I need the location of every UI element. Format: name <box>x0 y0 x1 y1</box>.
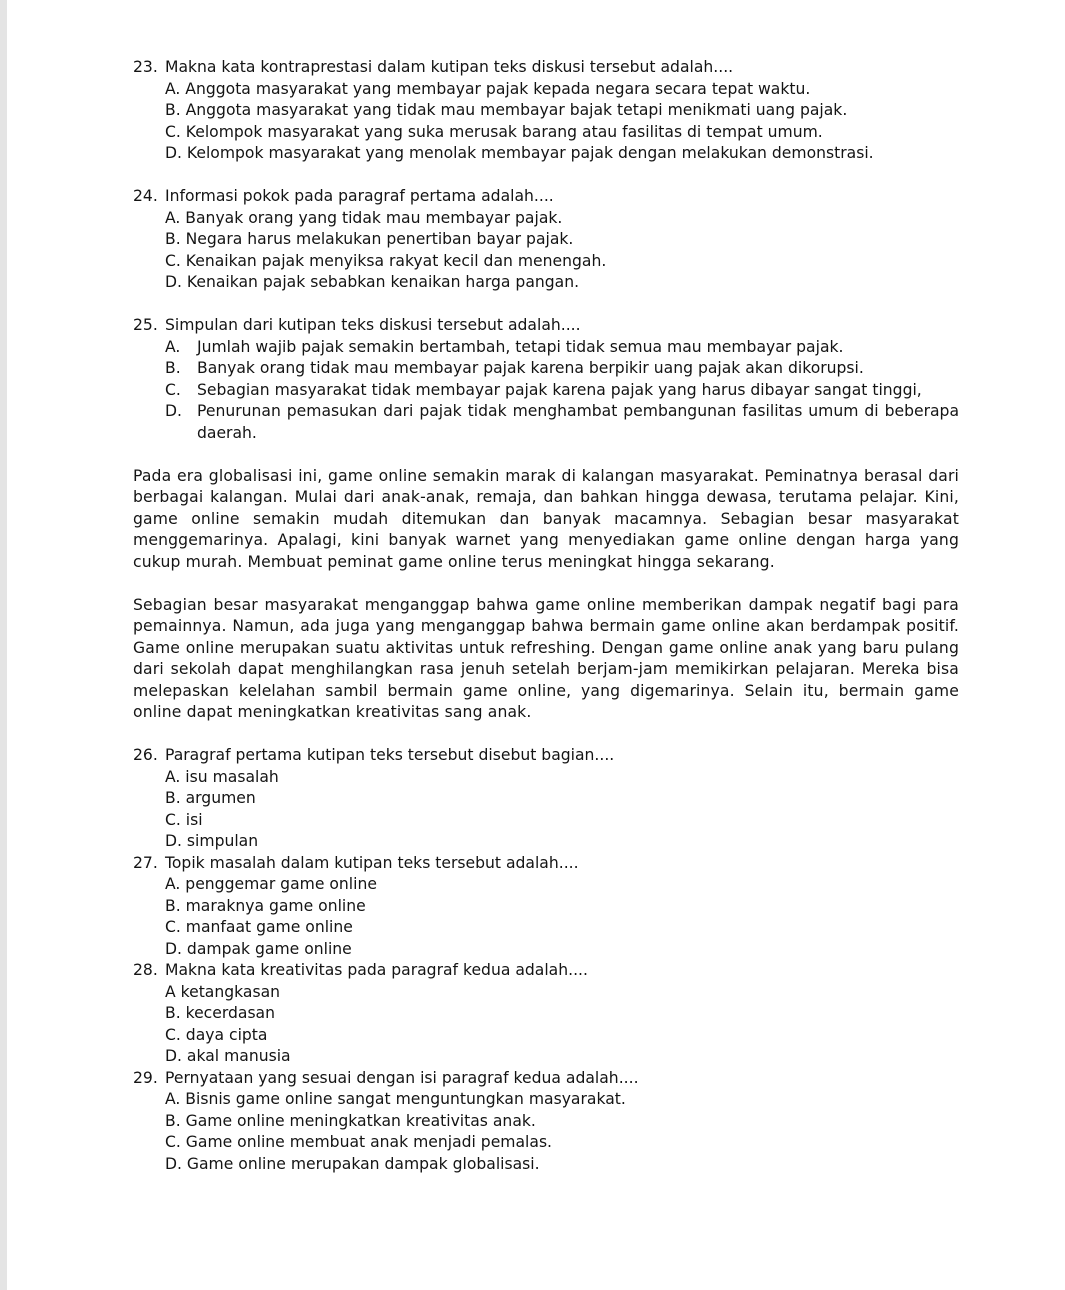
answer-option-b: B. Negara harus melakukan penertiban bayar pajak. <box>165 230 574 248</box>
answer-option-b: B. Anggota masyarakat yang tidak mau membayar bajak tetapi menikmati uang pajak. <box>165 101 848 119</box>
answer-options <box>165 1089 959 1175</box>
question-29 <box>133 1068 959 1176</box>
option-letter: D. <box>165 402 182 420</box>
question-number: 24. <box>133 187 158 205</box>
passage-paragraph-1: Pada era globalisasi ini, game online semakin marak di kalangan masyarakat. Peminatnya berasal dari berbagai kalangan. Mulai dari anak-anak, remaja, dan bahkan hingga dewasa, terutama pelajar. Kini, game online semakin mudah ditemukan dan banyak macamnya. Sebagian besar masyarakat menggemarinya. Apalagi, kini banyak warnet yang menyediakan game online dengan harga yang cukup murah. Membuat peminat game online terus meningkat hingga sekarang. <box>133 466 959 571</box>
answer-option-a <box>165 337 959 359</box>
question-number: 27. <box>133 853 158 872</box>
question-26 <box>133 745 959 853</box>
answer-option-b: B. kecerdasan <box>165 1004 276 1022</box>
answer-option-d: D. Game online merupakan dampak globalisasi. <box>165 1154 540 1173</box>
answer-option-d <box>165 401 959 444</box>
option-letter: B. <box>165 359 181 377</box>
question-text: Pernyataan yang sesuai dengan isi paragraf kedua adalah.... <box>165 1068 639 1087</box>
page-left-margin-shade <box>0 0 7 1290</box>
question-text: Makna kata kontraprestasi dalam kutipan teks diskusi tersebut adalah.... <box>165 58 734 76</box>
answer-option-c: C. daya cipta <box>165 1025 268 1044</box>
question-text: Topik masalah dalam kutipan teks tersebut adalah.... <box>165 853 579 872</box>
worksheet-page <box>133 57 959 1175</box>
option-text: Penurunan pemasukan dari pajak tidak menghambat pembangunan fasilitas umum di beberapa daerah. <box>197 402 959 442</box>
answer-option-b <box>165 358 959 380</box>
answer-option-d: D. akal manusia <box>165 1047 291 1065</box>
option-letter: A. <box>165 337 181 356</box>
answer-options <box>165 874 959 960</box>
answer-option-d: D. Kenaikan pajak sebabkan kenaikan harga pangan. <box>165 273 580 291</box>
answer-option-d: D. simpulan <box>165 832 259 850</box>
option-text: Sebagian masyarakat tidak membayar pajak karena pajak yang harus dibayar sangat tinggi, <box>197 380 922 399</box>
answer-option-c: C. Kenaikan pajak menyiksa rakyat kecil dan menengah. <box>165 251 607 270</box>
answer-options <box>165 208 959 294</box>
answer-option-a: A. penggemar game online <box>165 875 377 893</box>
answer-option-c: C. isi <box>165 810 203 829</box>
answer-option-a: A. Anggota masyarakat yang membayar pajak kepada negara secara tepat waktu. <box>165 79 811 98</box>
answer-options <box>165 982 959 1068</box>
question-number: 26. <box>133 746 158 764</box>
question-number: 28. <box>133 961 158 979</box>
answer-option-d: D. Kelompok masyarakat yang menolak membayar pajak dengan melakukan demonstrasi. <box>165 144 874 162</box>
option-text: Banyak orang tidak mau membayar pajak karena berpikir uang pajak akan dikorupsi. <box>197 359 864 377</box>
answer-option-d: D. dampak game online <box>165 939 352 958</box>
question-text: Paragraf pertama kutipan teks tersebut disebut bagian.... <box>165 746 615 764</box>
question-27 <box>133 853 959 961</box>
question-number: 25. <box>133 316 158 334</box>
answer-option-c <box>165 380 959 402</box>
passage-paragraph-2: Sebagian besar masyarakat menganggap bahwa game online memberikan dampak negatif bagi para pemainnya. Namun, ada juga yang menganggap bahwa bermain game online akan berdampak positif. Game online merupakan suatu aktivitas untuk refreshing. Dengan game online anak yang baru pulang dari sekolah dapat menghilangkan rasa jenuh setelah berjam-jam memikirkan pelajaran. Mereka bisa melepaskan kelelahan sambil bermain game online, yang digemarinya. Selain itu, bermain game online dapat meningkatkan kreativitas sang anak. <box>133 595 959 721</box>
answer-option-a: A. isu masalah <box>165 767 279 786</box>
question-24 <box>133 186 959 294</box>
answer-option-b: B. maraknya game online <box>165 896 366 915</box>
question-25 <box>133 315 959 444</box>
question-text: Informasi pokok pada paragraf pertama adalah.... <box>165 187 554 205</box>
answer-option-b: B. Game online meningkatkan kreativitas anak. <box>165 1111 536 1130</box>
option-letter: C. <box>165 380 181 399</box>
question-number: 29. <box>133 1068 158 1087</box>
answer-option-a: A. Banyak orang yang tidak mau membayar pajak. <box>165 208 563 227</box>
question-text: Simpulan dari kutipan teks diskusi tersebut adalah.... <box>165 316 581 334</box>
question-28 <box>133 960 959 1068</box>
answer-option-a: A ketangkasan <box>165 982 281 1001</box>
answer-option-c: C. manfaat game online <box>165 918 353 936</box>
answer-option-c: C. Game online membuat anak menjadi pemalas. <box>165 1133 553 1151</box>
question-text: Makna kata kreativitas pada paragraf kedua adalah.... <box>165 961 588 979</box>
answer-option-c: C. Kelompok masyarakat yang suka merusak barang atau fasilitas di tempat umum. <box>165 122 823 141</box>
answer-options <box>165 337 959 445</box>
answer-options <box>165 767 959 853</box>
question-number: 23. <box>133 58 158 76</box>
answer-option-a: A. Bisnis game online sangat menguntungkan masyarakat. <box>165 1090 626 1108</box>
answer-option-b: B. argumen <box>165 789 256 807</box>
question-23 <box>133 57 959 165</box>
answer-options <box>165 79 959 165</box>
option-text: Jumlah wajib pajak semakin bertambah, tetapi tidak semua mau membayar pajak. <box>197 337 844 356</box>
